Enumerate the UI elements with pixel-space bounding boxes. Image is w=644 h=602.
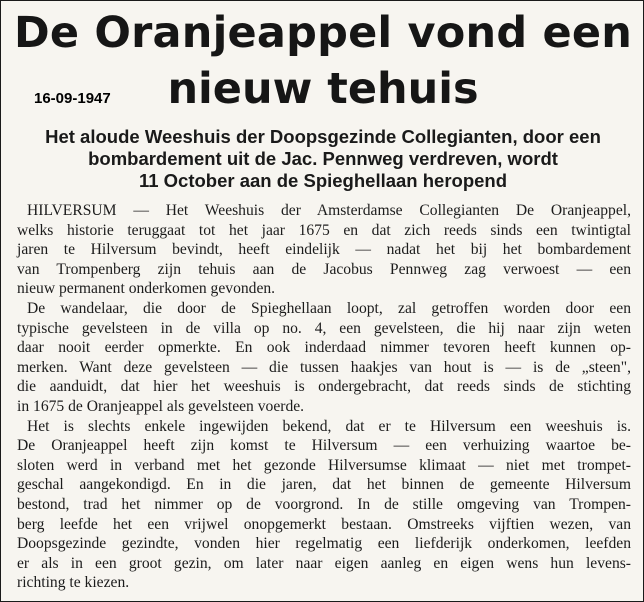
article-line: in 1675 de Oranjeappel als gevelsteen voerde. [17, 397, 305, 415]
article-line: berg leefde het een vrijwel onopgemerkt bestaan. Omstreeks vijftien wezen, van [17, 515, 631, 533]
headline-line-1: De Oranjeappel vond een [13, 8, 633, 58]
subheadline-line-3: 11 October aan de Spieghellaan heropend [138, 170, 508, 191]
article-line: er als in een groot gezin, om later naar eigen aanleg en eigen wens hun levens- [17, 554, 631, 572]
article-paragraph-2 [17, 299, 631, 417]
article-line: nieuw permanent onderkomen gevonden. [17, 280, 276, 298]
article-line: jaren te Hilversum bevindt, heeft eindelijk — nadat het bij het bombardement [17, 241, 631, 259]
article-line: merken. Want deze gevelsteen — die tussen haakjes van hout is — is de „steen", [17, 358, 631, 376]
subheadline-line-2: bombardement uit de Jac. Pennweg verdreven, wordt [88, 148, 558, 169]
article-line: Doopsgezinde gezindte, vonden hier regelmatig een liefderijk onderkomen, leefden [17, 535, 631, 553]
article-line: HILVERSUM — Het Weeshuis der Amsterdamse Collegianten De Oranjeappel, [27, 202, 631, 219]
article-line: geschal aangekondigd. En in die jaren, dat het binnen de gemeente Hilversum [17, 476, 631, 494]
subheadline [1, 126, 644, 192]
article-line: van Trompenberg zijn tehuis aan de Jacobus Pennweg zag verwoest — een [17, 260, 631, 278]
article-paragraph-3 [17, 417, 631, 593]
article-line: bestond, trad het nimmer op de voorgrond. In de stille omgeving van Trompen- [17, 495, 631, 513]
date-stamp: 16-09-1947 [34, 90, 111, 107]
article-line: sloten werd in verband met het gezonde Hilversumse klimaat — niet met trompet- [17, 456, 631, 474]
article-line: richting te kiezen. [17, 574, 130, 592]
article-line: welks historie teruggaat tot het jaar 1675 en dat zich reeds sinds een twintigtal [17, 221, 631, 239]
article-line: De wandelaar, die door de Spieghellaan loopt, zal getroffen worden door een [27, 299, 631, 317]
subheadline-line-1: Het aloude Weeshuis der Doopsgezinde Collegianten, door een [45, 126, 601, 147]
article-line: daar nooit eerder opmerkte. En ook inderdaad nimmer tevoren heeft kunnen op- [17, 339, 631, 357]
headline-line-2: nieuw tehuis [167, 64, 479, 114]
article-line: De Oranjeappel heeft zijn komst te Hilversum — een verhuizing waartoe be- [17, 437, 631, 455]
article-line: typische gevelsteen in de villa op no. 4, een gevelsteen, die hij naar zijn weten [17, 319, 631, 337]
article-line: Het is slechts enkele ingewijden bekend, dat er te Hilversum een weeshuis is. [27, 417, 631, 435]
article-line: die aanduidt, dat hier het weeshuis is ondergebracht, dat reeds sinds de stichting [17, 378, 631, 396]
article-body [17, 201, 631, 593]
article-paragraph-1 [17, 201, 631, 299]
